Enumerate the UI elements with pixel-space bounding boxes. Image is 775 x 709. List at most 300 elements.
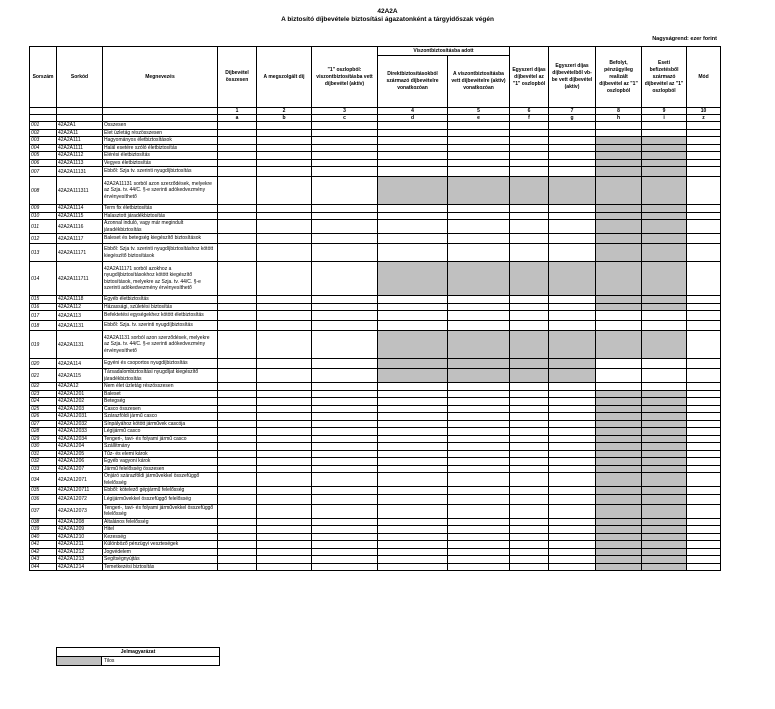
input-cell[interactable] (448, 465, 510, 473)
input-cell[interactable] (687, 548, 721, 556)
input-cell[interactable] (312, 518, 378, 526)
input-cell[interactable] (378, 443, 448, 451)
input-cell[interactable] (687, 383, 721, 391)
input-cell[interactable] (687, 435, 721, 443)
input-cell[interactable] (312, 129, 378, 137)
input-cell[interactable] (510, 420, 549, 428)
input-cell[interactable] (448, 405, 510, 413)
input-cell[interactable] (549, 398, 596, 406)
input-cell[interactable] (312, 321, 378, 331)
input-cell[interactable] (218, 420, 257, 428)
input-cell[interactable] (687, 443, 721, 451)
input-cell[interactable] (549, 303, 596, 311)
input-cell[interactable] (312, 405, 378, 413)
input-cell[interactable] (257, 212, 312, 220)
input-cell[interactable] (312, 487, 378, 495)
input-cell[interactable] (218, 548, 257, 556)
input-cell[interactable] (687, 177, 721, 205)
input-cell[interactable] (378, 152, 448, 160)
input-cell[interactable] (257, 420, 312, 428)
input-cell[interactable] (549, 212, 596, 220)
input-cell[interactable] (312, 458, 378, 466)
input-cell[interactable] (257, 450, 312, 458)
input-cell[interactable] (448, 413, 510, 421)
input-cell[interactable] (218, 311, 257, 321)
input-cell[interactable] (510, 533, 549, 541)
input-cell[interactable] (312, 296, 378, 304)
input-cell[interactable] (687, 122, 721, 130)
input-cell[interactable] (257, 167, 312, 177)
input-cell[interactable] (687, 405, 721, 413)
input-cell[interactable] (549, 487, 596, 495)
input-cell[interactable] (596, 321, 642, 331)
input-cell[interactable] (378, 390, 448, 398)
input-cell[interactable] (448, 205, 510, 213)
input-cell[interactable] (448, 435, 510, 443)
input-cell[interactable] (257, 359, 312, 369)
input-cell[interactable] (257, 390, 312, 398)
input-cell[interactable] (448, 504, 510, 518)
input-cell[interactable] (312, 420, 378, 428)
input-cell[interactable] (549, 413, 596, 421)
input-cell[interactable] (312, 359, 378, 369)
input-cell[interactable] (312, 244, 378, 262)
input-cell[interactable] (510, 234, 549, 244)
input-cell[interactable] (687, 533, 721, 541)
input-cell[interactable] (312, 205, 378, 213)
input-cell[interactable] (312, 177, 378, 205)
input-cell[interactable] (687, 390, 721, 398)
input-cell[interactable] (257, 548, 312, 556)
input-cell[interactable] (257, 465, 312, 473)
input-cell[interactable] (218, 398, 257, 406)
input-cell[interactable] (687, 220, 721, 234)
input-cell[interactable] (218, 331, 257, 359)
input-cell[interactable] (448, 122, 510, 130)
input-cell[interactable] (312, 122, 378, 130)
input-cell[interactable] (378, 129, 448, 137)
input-cell[interactable] (549, 504, 596, 518)
input-cell[interactable] (510, 450, 549, 458)
input-cell[interactable] (218, 359, 257, 369)
input-cell[interactable] (257, 504, 312, 518)
input-cell[interactable] (448, 487, 510, 495)
input-cell[interactable] (218, 159, 257, 167)
input-cell[interactable] (687, 311, 721, 321)
input-cell[interactable] (218, 428, 257, 436)
input-cell[interactable] (549, 390, 596, 398)
input-cell[interactable] (549, 296, 596, 304)
input-cell[interactable] (312, 144, 378, 152)
input-cell[interactable] (378, 494, 448, 504)
input-cell[interactable] (257, 487, 312, 495)
input-cell[interactable] (257, 220, 312, 234)
input-cell[interactable] (378, 296, 448, 304)
input-cell[interactable] (687, 244, 721, 262)
input-cell[interactable] (687, 458, 721, 466)
input-cell[interactable] (378, 541, 448, 549)
input-cell[interactable] (549, 137, 596, 145)
input-cell[interactable] (257, 234, 312, 244)
input-cell[interactable] (687, 262, 721, 296)
input-cell[interactable] (218, 487, 257, 495)
input-cell[interactable] (448, 129, 510, 137)
input-cell[interactable] (257, 296, 312, 304)
input-cell[interactable] (257, 321, 312, 331)
input-cell[interactable] (312, 443, 378, 451)
input-cell[interactable] (257, 383, 312, 391)
input-cell[interactable] (312, 152, 378, 160)
input-cell[interactable] (378, 321, 448, 331)
input-cell[interactable] (549, 533, 596, 541)
input-cell[interactable] (687, 413, 721, 421)
input-cell[interactable] (510, 473, 549, 487)
input-cell[interactable] (218, 234, 257, 244)
input-cell[interactable] (510, 413, 549, 421)
input-cell[interactable] (378, 144, 448, 152)
input-cell[interactable] (378, 556, 448, 564)
input-cell[interactable] (378, 563, 448, 571)
input-cell[interactable] (378, 405, 448, 413)
input-cell[interactable] (257, 129, 312, 137)
input-cell[interactable] (378, 458, 448, 466)
input-cell[interactable] (218, 129, 257, 137)
input-cell[interactable] (378, 398, 448, 406)
input-cell[interactable] (378, 205, 448, 213)
input-cell[interactable] (448, 548, 510, 556)
input-cell[interactable] (448, 428, 510, 436)
input-cell[interactable] (378, 420, 448, 428)
input-cell[interactable] (312, 383, 378, 391)
input-cell[interactable] (257, 435, 312, 443)
input-cell[interactable] (378, 212, 448, 220)
input-cell[interactable] (257, 518, 312, 526)
input-cell[interactable] (687, 212, 721, 220)
input-cell[interactable] (312, 494, 378, 504)
input-cell[interactable] (510, 129, 549, 137)
input-cell[interactable] (687, 296, 721, 304)
input-cell[interactable] (448, 234, 510, 244)
input-cell[interactable] (312, 556, 378, 564)
input-cell[interactable] (218, 383, 257, 391)
input-cell[interactable] (687, 428, 721, 436)
input-cell[interactable] (687, 518, 721, 526)
input-cell[interactable] (218, 212, 257, 220)
input-cell[interactable] (378, 383, 448, 391)
input-cell[interactable] (596, 383, 642, 391)
input-cell[interactable] (549, 234, 596, 244)
input-cell[interactable] (642, 311, 687, 321)
input-cell[interactable] (549, 563, 596, 571)
input-cell[interactable] (257, 398, 312, 406)
input-cell[interactable] (687, 526, 721, 534)
input-cell[interactable] (642, 383, 687, 391)
input-cell[interactable] (510, 167, 549, 177)
input-cell[interactable] (549, 311, 596, 321)
input-cell[interactable] (378, 465, 448, 473)
input-cell[interactable] (378, 450, 448, 458)
input-cell[interactable] (378, 413, 448, 421)
input-cell[interactable] (448, 144, 510, 152)
input-cell[interactable] (448, 383, 510, 391)
input-cell[interactable] (549, 220, 596, 234)
input-cell[interactable] (510, 398, 549, 406)
input-cell[interactable] (448, 159, 510, 167)
input-cell[interactable] (312, 303, 378, 311)
input-cell[interactable] (687, 234, 721, 244)
input-cell[interactable] (218, 244, 257, 262)
input-cell[interactable] (510, 518, 549, 526)
input-cell[interactable] (549, 518, 596, 526)
input-cell[interactable] (510, 487, 549, 495)
input-cell[interactable] (510, 563, 549, 571)
input-cell[interactable] (218, 205, 257, 213)
input-cell[interactable] (257, 494, 312, 504)
input-cell[interactable] (448, 303, 510, 311)
input-cell[interactable] (312, 390, 378, 398)
input-cell[interactable] (448, 458, 510, 466)
input-cell[interactable] (218, 137, 257, 145)
input-cell[interactable] (218, 533, 257, 541)
input-cell[interactable] (257, 405, 312, 413)
input-cell[interactable] (257, 563, 312, 571)
input-cell[interactable] (312, 435, 378, 443)
input-cell[interactable] (510, 494, 549, 504)
input-cell[interactable] (378, 167, 448, 177)
input-cell[interactable] (312, 262, 378, 296)
input-cell[interactable] (218, 405, 257, 413)
input-cell[interactable] (687, 321, 721, 331)
input-cell[interactable] (549, 443, 596, 451)
input-cell[interactable] (687, 152, 721, 160)
input-cell[interactable] (257, 262, 312, 296)
input-cell[interactable] (448, 311, 510, 321)
input-cell[interactable] (312, 504, 378, 518)
input-cell[interactable] (549, 152, 596, 160)
input-cell[interactable] (257, 369, 312, 383)
input-cell[interactable] (448, 443, 510, 451)
input-cell[interactable] (448, 563, 510, 571)
input-cell[interactable] (510, 152, 549, 160)
input-cell[interactable] (549, 556, 596, 564)
input-cell[interactable] (549, 420, 596, 428)
input-cell[interactable] (218, 465, 257, 473)
input-cell[interactable] (257, 205, 312, 213)
input-cell[interactable] (257, 428, 312, 436)
input-cell[interactable] (378, 526, 448, 534)
input-cell[interactable] (312, 533, 378, 541)
input-cell[interactable] (257, 137, 312, 145)
input-cell[interactable] (448, 518, 510, 526)
input-cell[interactable] (257, 177, 312, 205)
input-cell[interactable] (378, 435, 448, 443)
input-cell[interactable] (549, 465, 596, 473)
input-cell[interactable] (312, 465, 378, 473)
input-cell[interactable] (218, 220, 257, 234)
input-cell[interactable] (448, 533, 510, 541)
input-cell[interactable] (687, 450, 721, 458)
input-cell[interactable] (510, 541, 549, 549)
input-cell[interactable] (549, 159, 596, 167)
input-cell[interactable] (218, 473, 257, 487)
input-cell[interactable] (448, 296, 510, 304)
input-cell[interactable] (312, 331, 378, 359)
input-cell[interactable] (510, 556, 549, 564)
input-cell[interactable] (549, 129, 596, 137)
input-cell[interactable] (312, 369, 378, 383)
input-cell[interactable] (218, 413, 257, 421)
input-cell[interactable] (312, 398, 378, 406)
input-cell[interactable] (378, 487, 448, 495)
input-cell[interactable] (257, 311, 312, 321)
input-cell[interactable] (448, 167, 510, 177)
input-cell[interactable] (510, 443, 549, 451)
input-cell[interactable] (510, 383, 549, 391)
input-cell[interactable] (687, 137, 721, 145)
input-cell[interactable] (549, 122, 596, 130)
input-cell[interactable] (378, 504, 448, 518)
input-cell[interactable] (642, 129, 687, 137)
input-cell[interactable] (510, 458, 549, 466)
input-cell[interactable] (448, 244, 510, 262)
input-cell[interactable] (448, 526, 510, 534)
input-cell[interactable] (257, 473, 312, 487)
input-cell[interactable] (448, 390, 510, 398)
input-cell[interactable] (510, 311, 549, 321)
input-cell[interactable] (257, 458, 312, 466)
input-cell[interactable] (549, 541, 596, 549)
input-cell[interactable] (312, 428, 378, 436)
input-cell[interactable] (257, 303, 312, 311)
input-cell[interactable] (257, 152, 312, 160)
input-cell[interactable] (510, 405, 549, 413)
input-cell[interactable] (687, 331, 721, 359)
input-cell[interactable] (312, 548, 378, 556)
input-cell[interactable] (312, 563, 378, 571)
input-cell[interactable] (218, 390, 257, 398)
input-cell[interactable] (218, 526, 257, 534)
input-cell[interactable] (257, 122, 312, 130)
input-cell[interactable] (687, 563, 721, 571)
input-cell[interactable] (448, 541, 510, 549)
input-cell[interactable] (448, 494, 510, 504)
input-cell[interactable] (218, 443, 257, 451)
input-cell[interactable] (510, 303, 549, 311)
input-cell[interactable] (549, 167, 596, 177)
input-cell[interactable] (257, 413, 312, 421)
input-cell[interactable] (687, 359, 721, 369)
input-cell[interactable] (378, 234, 448, 244)
input-cell[interactable] (549, 321, 596, 331)
input-cell[interactable] (510, 137, 549, 145)
input-cell[interactable] (687, 504, 721, 518)
input-cell[interactable] (218, 177, 257, 205)
input-cell[interactable] (378, 122, 448, 130)
input-cell[interactable] (448, 450, 510, 458)
input-cell[interactable] (510, 548, 549, 556)
input-cell[interactable] (218, 541, 257, 549)
input-cell[interactable] (257, 331, 312, 359)
input-cell[interactable] (510, 244, 549, 262)
input-cell[interactable] (257, 159, 312, 167)
input-cell[interactable] (510, 159, 549, 167)
input-cell[interactable] (257, 541, 312, 549)
input-cell[interactable] (378, 159, 448, 167)
input-cell[interactable] (312, 541, 378, 549)
input-cell[interactable] (312, 473, 378, 487)
input-cell[interactable] (687, 465, 721, 473)
input-cell[interactable] (312, 167, 378, 177)
input-cell[interactable] (510, 321, 549, 331)
input-cell[interactable] (687, 473, 721, 487)
input-cell[interactable] (549, 244, 596, 262)
input-cell[interactable] (378, 533, 448, 541)
input-cell[interactable] (218, 321, 257, 331)
input-cell[interactable] (218, 450, 257, 458)
input-cell[interactable] (596, 359, 642, 369)
input-cell[interactable] (687, 369, 721, 383)
input-cell[interactable] (312, 450, 378, 458)
input-cell[interactable] (312, 234, 378, 244)
input-cell[interactable] (378, 220, 448, 234)
input-cell[interactable] (448, 137, 510, 145)
input-cell[interactable] (218, 167, 257, 177)
input-cell[interactable] (378, 518, 448, 526)
input-cell[interactable] (378, 473, 448, 487)
input-cell[interactable] (510, 220, 549, 234)
input-cell[interactable] (687, 487, 721, 495)
input-cell[interactable] (687, 144, 721, 152)
input-cell[interactable] (687, 541, 721, 549)
input-cell[interactable] (378, 244, 448, 262)
input-cell[interactable] (218, 563, 257, 571)
input-cell[interactable] (312, 220, 378, 234)
input-cell[interactable] (218, 122, 257, 130)
input-cell[interactable] (378, 548, 448, 556)
input-cell[interactable] (312, 526, 378, 534)
input-cell[interactable] (218, 144, 257, 152)
input-cell[interactable] (218, 369, 257, 383)
input-cell[interactable] (218, 303, 257, 311)
input-cell[interactable] (448, 321, 510, 331)
input-cell[interactable] (218, 518, 257, 526)
input-cell[interactable] (687, 556, 721, 564)
input-cell[interactable] (448, 152, 510, 160)
input-cell[interactable] (549, 144, 596, 152)
input-cell[interactable] (687, 494, 721, 504)
input-cell[interactable] (448, 220, 510, 234)
input-cell[interactable] (448, 473, 510, 487)
input-cell[interactable] (687, 205, 721, 213)
input-cell[interactable] (510, 428, 549, 436)
input-cell[interactable] (312, 159, 378, 167)
input-cell[interactable] (510, 122, 549, 130)
input-cell[interactable] (596, 311, 642, 321)
input-cell[interactable] (549, 383, 596, 391)
input-cell[interactable] (510, 435, 549, 443)
input-cell[interactable] (312, 212, 378, 220)
input-cell[interactable] (510, 390, 549, 398)
input-cell[interactable] (448, 398, 510, 406)
input-cell[interactable] (218, 504, 257, 518)
input-cell[interactable] (687, 129, 721, 137)
input-cell[interactable] (510, 212, 549, 220)
input-cell[interactable] (549, 548, 596, 556)
input-cell[interactable] (218, 262, 257, 296)
input-cell[interactable] (257, 533, 312, 541)
input-cell[interactable] (510, 465, 549, 473)
input-cell[interactable] (448, 212, 510, 220)
